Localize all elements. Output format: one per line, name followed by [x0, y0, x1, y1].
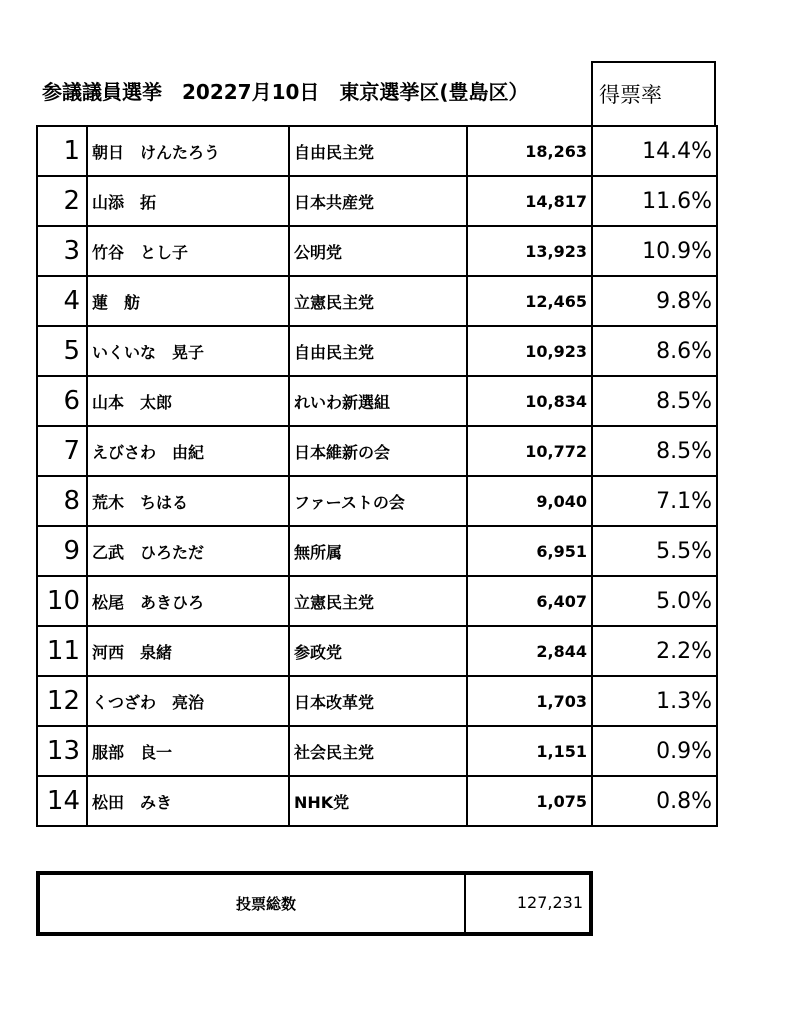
party-cell: 参政党	[289, 626, 467, 676]
rank-cell: 1	[37, 126, 87, 176]
rate-cell: 9.8%	[592, 276, 717, 326]
candidate-name-cell: 蓮 舫	[87, 276, 289, 326]
votes-cell: 2,844	[467, 626, 592, 676]
votes-cell: 6,951	[467, 526, 592, 576]
candidate-name-cell: 荒木 ちはる	[87, 476, 289, 526]
party-cell: 社会民主党	[289, 726, 467, 776]
rate-cell: 10.9%	[592, 226, 717, 276]
table-row	[37, 126, 717, 176]
votes-cell: 10,772	[467, 426, 592, 476]
table-row	[37, 676, 717, 726]
rate-cell: 7.1%	[592, 476, 717, 526]
table-row	[37, 176, 717, 226]
party-cell: NHK党	[289, 776, 467, 826]
total-votes-value-box	[464, 871, 593, 936]
candidate-name-cell: くつざわ 亮治	[87, 676, 289, 726]
votes-cell: 10,834	[467, 376, 592, 426]
votes-cell: 12,465	[467, 276, 592, 326]
rank-cell: 6	[37, 376, 87, 426]
table-row	[37, 276, 717, 326]
candidate-name-cell: 山本 太郎	[87, 376, 289, 426]
table-row	[37, 476, 717, 526]
rank-cell: 12	[37, 676, 87, 726]
party-cell: ファーストの会	[289, 476, 467, 526]
candidate-name-cell: 朝日 けんたろう	[87, 126, 289, 176]
table-row	[37, 376, 717, 426]
total-votes-label: 投票総数	[235, 895, 296, 913]
party-cell: れいわ新選組	[289, 376, 467, 426]
candidate-name-cell: いくいな 晃子	[87, 326, 289, 376]
rate-cell: 0.9%	[592, 726, 717, 776]
table-row	[37, 326, 717, 376]
rank-cell: 7	[37, 426, 87, 476]
rate-cell: 2.2%	[592, 626, 717, 676]
party-cell: 立憲民主党	[289, 276, 467, 326]
rank-cell: 5	[37, 326, 87, 376]
votes-cell: 13,923	[467, 226, 592, 276]
votes-cell: 9,040	[467, 476, 592, 526]
rate-cell: 8.5%	[592, 376, 717, 426]
page-title: 参議議員選挙 20227月10日 東京選挙区(豊島区）	[42, 80, 529, 104]
votes-cell: 1,703	[467, 676, 592, 726]
rate-cell: 8.6%	[592, 326, 717, 376]
rank-cell: 9	[37, 526, 87, 576]
table-row	[37, 776, 717, 826]
rate-header-label: 得票率	[599, 83, 662, 107]
votes-cell: 1,151	[467, 726, 592, 776]
candidate-name-cell: 服部 良一	[87, 726, 289, 776]
rank-cell: 10	[37, 576, 87, 626]
candidate-name-cell: 乙武 ひろただ	[87, 526, 289, 576]
rank-cell: 14	[37, 776, 87, 826]
rate-cell: 1.3%	[592, 676, 717, 726]
table-row	[37, 426, 717, 476]
party-cell: 立憲民主党	[289, 576, 467, 626]
candidate-name-cell: えびさわ 由紀	[87, 426, 289, 476]
party-cell: 日本維新の会	[289, 426, 467, 476]
votes-cell: 18,263	[467, 126, 592, 176]
rank-cell: 4	[37, 276, 87, 326]
total-votes-label-box	[36, 871, 466, 936]
candidate-name-cell: 松田 みき	[87, 776, 289, 826]
votes-cell: 6,407	[467, 576, 592, 626]
candidate-name-cell: 松尾 あきひろ	[87, 576, 289, 626]
rate-cell: 11.6%	[592, 176, 717, 226]
votes-cell: 10,923	[467, 326, 592, 376]
party-cell: 日本共産党	[289, 176, 467, 226]
rank-cell: 11	[37, 626, 87, 676]
candidate-name-cell: 竹谷 とし子	[87, 226, 289, 276]
rank-cell: 8	[37, 476, 87, 526]
party-cell: 公明党	[289, 226, 467, 276]
total-votes-value: 127,231	[516, 893, 583, 912]
rate-cell: 0.8%	[592, 776, 717, 826]
table-row	[37, 226, 717, 276]
party-cell: 日本改革党	[289, 676, 467, 726]
table-row	[37, 526, 717, 576]
rate-cell: 8.5%	[592, 426, 717, 476]
table-row	[37, 626, 717, 676]
votes-cell: 1,075	[467, 776, 592, 826]
party-cell: 無所属	[289, 526, 467, 576]
rank-cell: 2	[37, 176, 87, 226]
party-cell: 自由民主党	[289, 126, 467, 176]
party-cell: 自由民主党	[289, 326, 467, 376]
candidate-name-cell: 河西 泉緒	[87, 626, 289, 676]
table-row	[37, 726, 717, 776]
rate-cell: 5.5%	[592, 526, 717, 576]
rank-cell: 3	[37, 226, 87, 276]
rate-cell: 14.4%	[592, 126, 717, 176]
votes-cell: 14,817	[467, 176, 592, 226]
rate-column-header	[591, 61, 716, 126]
table-row	[37, 576, 717, 626]
results-table	[36, 125, 718, 827]
rate-cell: 5.0%	[592, 576, 717, 626]
rank-cell: 13	[37, 726, 87, 776]
candidate-name-cell: 山添 拓	[87, 176, 289, 226]
